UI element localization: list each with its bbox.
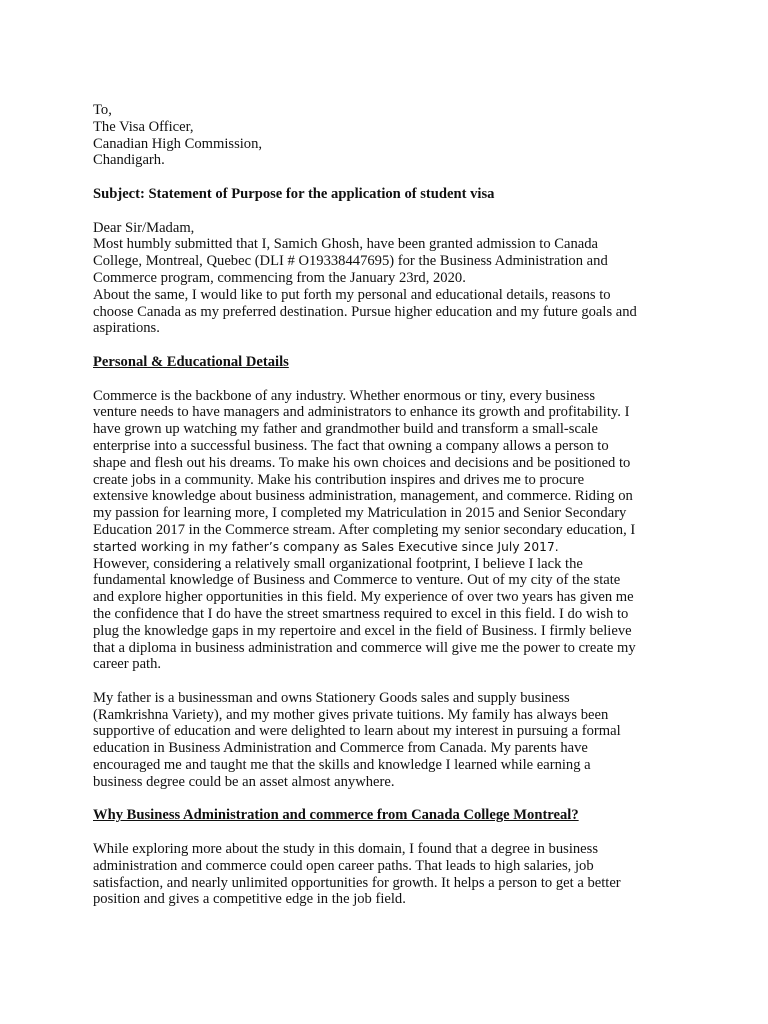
paragraph-line: Education 2017 in the Commerce stream. After completing my senior secondary education, I (93, 521, 636, 538)
intro-line: About the same, I would like to put forth my personal and educational details, reasons to (93, 286, 611, 303)
family-paragraph (93, 690, 678, 791)
paragraph-line: However, considering a relatively small organizational footprint, I believe I lack the (93, 555, 583, 572)
spacer (93, 169, 678, 186)
letter-body (93, 102, 678, 908)
paragraph-line: and explore higher opportunities in this field. My experience of over two years has given me (93, 589, 634, 606)
paragraph-line: my passion for learning more, I completed my Matriculation in 2015 and Senior Secondary (93, 505, 627, 522)
spacer (93, 203, 678, 220)
intro-line: aspirations. (93, 320, 160, 337)
intro-line: choose Canada as my preferred destination. Pursue higher education and my future goals and (93, 303, 637, 320)
personal-paragraph-1 (93, 388, 678, 556)
section-heading-why: Why Business Administration and commerce from Canada College Montreal? (93, 807, 579, 824)
intro-line: Most humbly submitted that I, Samich Ghosh, have been granted admission to Canada (93, 236, 599, 253)
paragraph-line: satisfaction, and nearly unlimited opportunities for growth. It helps a person to get a better (93, 874, 621, 891)
paragraph-line: education in Business Administration and Commerce from Canada. My parents have (93, 740, 588, 757)
spacer (93, 371, 678, 388)
why-paragraph-1 (93, 841, 678, 908)
paragraph-line: enterprise into a successful business. The fact that owning a company allows a person to (93, 437, 609, 454)
address-to: To, (93, 102, 112, 118)
paragraph-line: position and gives a competitive edge in the job field. (93, 891, 406, 908)
paragraph-line: fundamental knowledge of Business and Commerce to venture. Out of my city of the state (93, 572, 621, 589)
intro-line: College, Montreal, Quebec (DLI # O19338447695) for the Business Administration and (93, 253, 608, 270)
salutation: Dear Sir/Madam, (93, 219, 195, 236)
paragraph-line: plug the knowledge gaps in my repertoire and excel in the field of Business. I firmly believe (93, 622, 632, 639)
paragraph-line: extensive knowledge about business administration, management, and commerce. Riding on (93, 488, 633, 505)
spacer (93, 791, 678, 808)
paragraph-line: business degree could be an asset almost anywhere. (93, 773, 395, 790)
paragraph-line: supportive of education and were delighted to learn about my interest in pursuing a formal (93, 723, 621, 740)
intro-line: Commerce program, commencing from the January 23rd, 2020. (93, 269, 466, 286)
spacer (93, 337, 678, 354)
subject-line: Subject: Statement of Purpose for the application of student visa (93, 185, 495, 202)
personal-paragraph-2 (93, 556, 678, 674)
address-office: Canadian High Commission, (93, 135, 263, 152)
paragraph-line: venture needs to have managers and administrators to enhance its growth and profitability. I (93, 404, 630, 421)
address-recipient: The Visa Officer, (93, 118, 194, 135)
paragraph-line: that a diploma in business administration and commerce will give me the power to create my (93, 639, 636, 656)
address-city: Chandigarh. (93, 152, 165, 169)
paragraph-line: While exploring more about the study in this domain, I found that a degree in business (93, 841, 599, 858)
intro-paragraph (93, 236, 678, 337)
paragraph-line: encouraged me and taught me that the skills and knowledge I learned while earning a (93, 757, 591, 774)
paragraph-line: have grown up watching my father and grandmother build and transform a small-scale (93, 421, 598, 438)
paragraph-line: Commerce is the backbone of any industry. Whether enormous or tiny, every business (93, 387, 596, 404)
spacer (93, 673, 678, 690)
paragraph-line: (Ramkrishna Variety), and my mother gives private tuitions. My family has always been (93, 706, 609, 723)
paragraph-line: create jobs in a community. Make his contribution inspires and drives me to procure (93, 471, 585, 488)
paragraph-line: the confidence that I do have the street smartness required to excel in this field. I do wish to (93, 605, 629, 622)
paragraph-line: career path. (93, 656, 162, 673)
spacer (93, 824, 678, 841)
address-block (93, 102, 678, 169)
paragraph-line-alt-font: started working in my father’s company as Sales Executive since July 2017. (93, 539, 559, 554)
section-heading-personal: Personal & Educational Details (93, 353, 289, 370)
paragraph-line: shape and flesh out his dreams. To make his own choices and decisions and be positioned to (93, 454, 631, 471)
paragraph-line: My father is a businessman and owns Stationery Goods sales and supply business (93, 689, 570, 706)
paragraph-line: administration and commerce could open career paths. That leads to high salaries, job (93, 857, 594, 874)
